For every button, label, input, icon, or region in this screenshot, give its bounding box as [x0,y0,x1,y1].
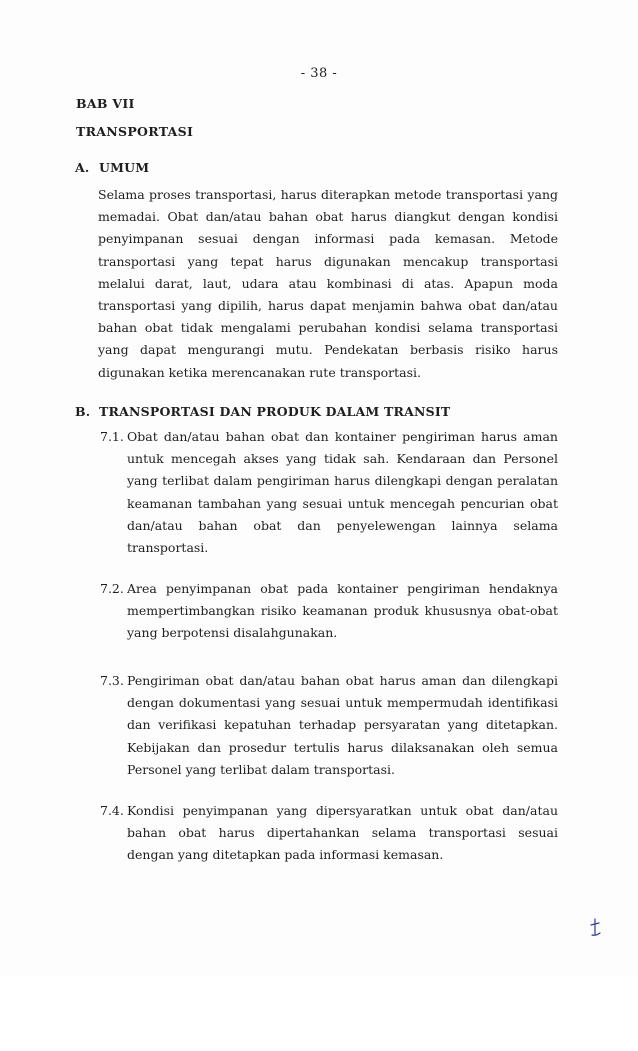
item-number: 7.4. [100,803,124,818]
item-number: 7.2. [100,581,124,596]
section-title: TRANSPORTASI DAN PRODUK DALAM TRANSIT [99,404,451,419]
section-heading-transportasi [75,404,450,419]
section-title: UMUM [99,160,150,175]
section-heading-umum [75,160,149,175]
paraf-initial-mark [588,916,602,938]
item-text: Kondisi penyimpanan yang dipersyaratkan untuk obat dan/atau bahan obat harus dipertahankan selama transportasi sesuai dengan yang ditetapkan pada informasi kemasan. [127,803,558,863]
item-number: 7.3. [100,673,124,688]
page-number: - 38 - [300,66,338,81]
item-text: Obat dan/atau bahan obat dan kontainer pengiriman harus aman untuk mencegah akses yang tidak sah. Kendaraan dan Personel yang terlibat dalam pengiriman harus dilengkapi dengan peralatan keamanan tambahan yang sesuai untuk mencegah pencurian obat dan/atau bahan obat dan penyelewengan lainnya selama transportasi. [127,429,558,556]
item-text: Pengiriman obat dan/atau bahan obat harus aman dan dilengkapi dengan dokumentasi yang sesuai untuk mempermudah identifikasi dan verifikasi kepatuhan terhadap persyaratan yang ditetapkan. Kebijakan dan prosedur tertulis harus dilaksanakan oleh semua Personel yang terlibat dalam transportasi. [127,673,558,777]
section-paragraph: Selama proses transportasi, harus diterapkan metode transportasi yang memadai. Obat dan/atau bahan obat harus diangkut dengan kondisi penyimpanan sesuai dengan informasi pada kemasan. Metode transportasi yang tepat harus digunakan mencakup transportasi melalui darat, laut, udara atau kombinasi di atas. Apapun moda transportasi yang dipilih, harus dapat menjamin bahwa obat dan/atau bahan obat tidak mengalami perubahan kondisi selama transportasi yang dapat mengurangi mutu. Pendekatan berbasis risiko harus digunakan ketika merencanakan rute transportasi. [98,187,558,380]
section-letter: B. [75,404,91,419]
item-text: Area penyimpanan obat pada kontainer pengiriman hendaknya mempertimbangkan risiko keamanan produk khususnya obat-obat yang berpotensi disalahgunakan. [127,581,558,641]
section-letter: A. [75,160,90,175]
chapter-number: BAB VII [76,96,135,111]
item-number: 7.1. [100,429,124,444]
chapter-title: TRANSPORTASI [76,124,194,139]
